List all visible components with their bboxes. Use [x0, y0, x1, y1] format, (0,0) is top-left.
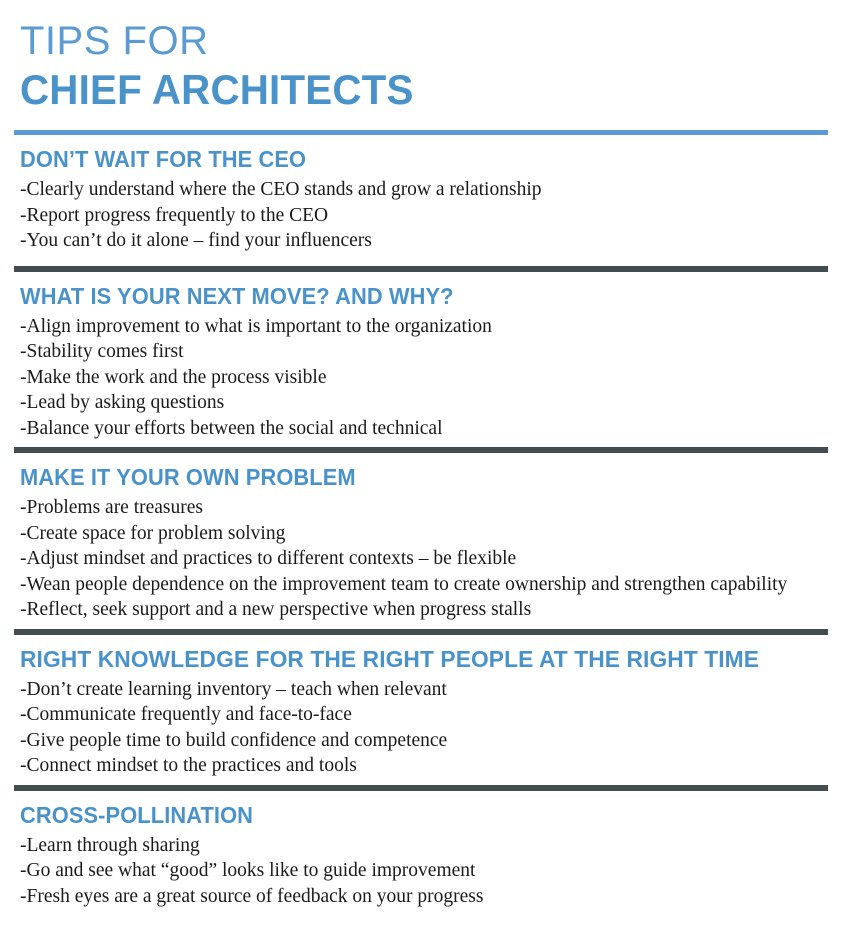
section-bullet-list [20, 314, 828, 442]
list-item: -Create space for problem solving [20, 522, 286, 544]
list-item: -Don’t create learning inventory – teach when relevant [20, 678, 447, 700]
list-item: -Adjust mindset and practices to different contexts – be flexible [20, 548, 517, 569]
document-title-block [0, 0, 844, 114]
list-item: -Connect mindset to the practices and tools [20, 755, 357, 776]
list-item: -Communicate frequently and face-to-face [20, 704, 352, 725]
list-item: -Wean people dependence on the improvement team to create ownership and strengthen capability [20, 573, 788, 595]
list-item: -You can’t do it alone – find your influencers [20, 230, 372, 251]
section-bullet-list [20, 177, 828, 254]
section-right-knowledge [0, 635, 844, 779]
section-heading: RIGHT KNOWLEDGE FOR THE RIGHT PEOPLE AT THE RIGHT TIME [20, 645, 760, 672]
section-what-is-your-next-move [0, 272, 844, 442]
list-item: -Report progress frequently to the CEO [20, 204, 329, 226]
list-item: -Lead by asking questions [20, 392, 225, 413]
list-item: -Make the work and the process visible [20, 366, 327, 388]
section-heading: MAKE IT YOUR OWN PROBLEM [20, 464, 356, 490]
list-item: -Give people time to build confidence and competence [20, 729, 448, 751]
page-title-line-1: TIPS FOR [20, 19, 209, 63]
list-item: -Align improvement to what is important to the organization [20, 315, 492, 337]
section-make-it-your-own-problem [0, 453, 844, 623]
list-item: -Stability comes first [20, 341, 184, 362]
list-item: -Clearly understand where the CEO stands and grow a relationship [20, 179, 542, 200]
page-title-line-2: CHIEF ARCHITECTS [20, 66, 414, 113]
section-heading: DON’T WAIT FOR THE CEO [20, 146, 307, 172]
section-heading: WHAT IS YOUR NEXT MOVE? AND WHY? [20, 282, 454, 309]
section-heading: CROSS-POLLINATION [20, 801, 254, 828]
list-item: -Reflect, seek support and a new perspective when progress stalls [20, 599, 532, 620]
section-bullet-list [20, 495, 828, 623]
section-dont-wait-for-the-ceo [0, 135, 844, 254]
list-item: -Problems are treasures [20, 497, 204, 518]
list-item: -Fresh eyes are a great source of feedback on your progress [20, 885, 484, 907]
list-item: -Learn through sharing [20, 834, 200, 856]
section-bullet-list [20, 677, 828, 779]
list-item: -Go and see what “good” looks like to guide improvement [20, 860, 476, 881]
section-spacer [0, 254, 844, 266]
list-item: -Balance your efforts between the social and technical [20, 417, 443, 439]
section-bullet-list [20, 833, 828, 910]
section-cross-pollination [0, 791, 844, 910]
